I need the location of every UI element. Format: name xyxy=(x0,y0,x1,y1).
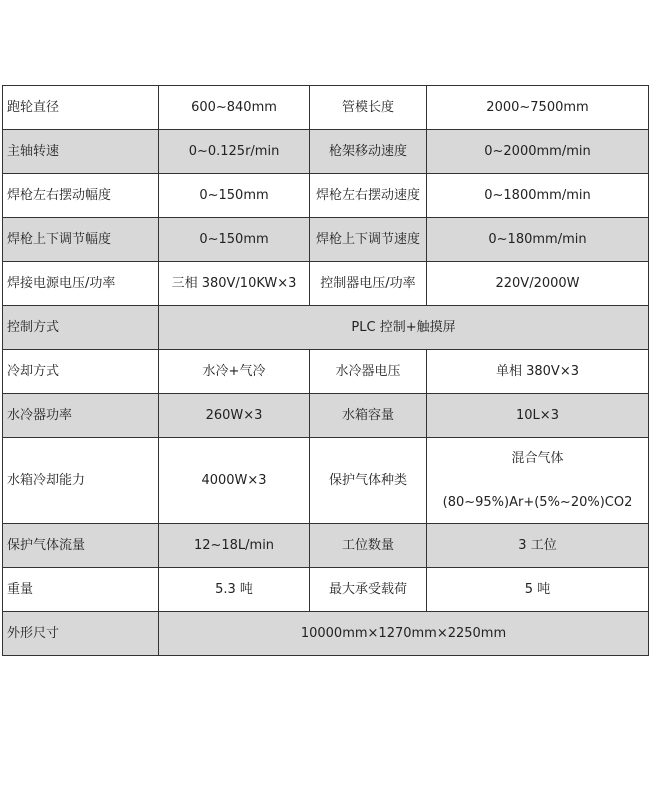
gas-mix-line: (80~95%)Ar+(5%~20%)CO2 xyxy=(442,494,633,510)
param-value: 10000mm×1270mm×2250mm xyxy=(159,612,649,656)
param-label: 水箱冷却能力 xyxy=(3,438,159,524)
param-label: 工位数量 xyxy=(310,524,427,568)
param-label: 重量 xyxy=(3,568,159,612)
param-value: 0~1800mm/min xyxy=(427,174,649,218)
spec-table xyxy=(2,85,649,656)
param-label: 冷却方式 xyxy=(3,350,159,394)
param-value: 4000W×3 xyxy=(159,438,310,524)
param-value: 3 工位 xyxy=(427,524,649,568)
param-value: 0~2000mm/min xyxy=(427,130,649,174)
param-value: 260W×3 xyxy=(159,394,310,438)
table-row xyxy=(3,568,649,612)
table-row xyxy=(3,218,649,262)
param-label: 焊接电源电压/功率 xyxy=(3,262,159,306)
param-label: 最大承受载荷 xyxy=(310,568,427,612)
param-value: 2000~7500mm xyxy=(427,86,649,130)
table-row xyxy=(3,174,649,218)
param-label: 控制器电压/功率 xyxy=(310,262,427,306)
table-row xyxy=(3,86,649,130)
param-label: 枪架移动速度 xyxy=(310,130,427,174)
param-label: 焊枪上下调节速度 xyxy=(310,218,427,262)
gas-type-line: 混合气体 xyxy=(511,450,564,466)
param-label: 焊枪上下调节幅度 xyxy=(3,218,159,262)
param-value: 600~840mm xyxy=(159,86,310,130)
param-value: 水冷+气冷 xyxy=(159,350,310,394)
param-label: 控制方式 xyxy=(3,306,159,350)
param-label: 焊枪左右摆动幅度 xyxy=(3,174,159,218)
param-value: 单相 380V×3 xyxy=(427,350,649,394)
table-row xyxy=(3,306,649,350)
table-row xyxy=(3,438,649,524)
param-label: 管模长度 xyxy=(310,86,427,130)
param-value: 12~18L/min xyxy=(159,524,310,568)
param-value: 0~150mm xyxy=(159,218,310,262)
table-row xyxy=(3,394,649,438)
param-value: 220V/2000W xyxy=(427,262,649,306)
param-value: 0~0.125r/min xyxy=(159,130,310,174)
param-label: 水箱容量 xyxy=(310,394,427,438)
param-value: 0~150mm xyxy=(159,174,310,218)
table-row xyxy=(3,612,649,656)
table-row xyxy=(3,262,649,306)
param-value: 三相 380V/10KW×3 xyxy=(159,262,310,306)
param-label: 保护气体流量 xyxy=(3,524,159,568)
param-label: 水冷器电压 xyxy=(310,350,427,394)
param-value: 0~180mm/min xyxy=(427,218,649,262)
param-label: 外形尺寸 xyxy=(3,612,159,656)
param-label: 跑轮直径 xyxy=(3,86,159,130)
param-value: PLC 控制+触摸屏 xyxy=(159,306,649,350)
param-label: 保护气体种类 xyxy=(310,438,427,524)
table-row xyxy=(3,524,649,568)
param-label: 焊枪左右摆动速度 xyxy=(310,174,427,218)
table-row xyxy=(3,350,649,394)
param-value: 10L×3 xyxy=(427,394,649,438)
table-row xyxy=(3,130,649,174)
param-label: 主轴转速 xyxy=(3,130,159,174)
param-value: 5 吨 xyxy=(427,568,649,612)
param-label: 水冷器功率 xyxy=(3,394,159,438)
param-value-multiline xyxy=(427,438,649,524)
param-value: 5.3 吨 xyxy=(159,568,310,612)
